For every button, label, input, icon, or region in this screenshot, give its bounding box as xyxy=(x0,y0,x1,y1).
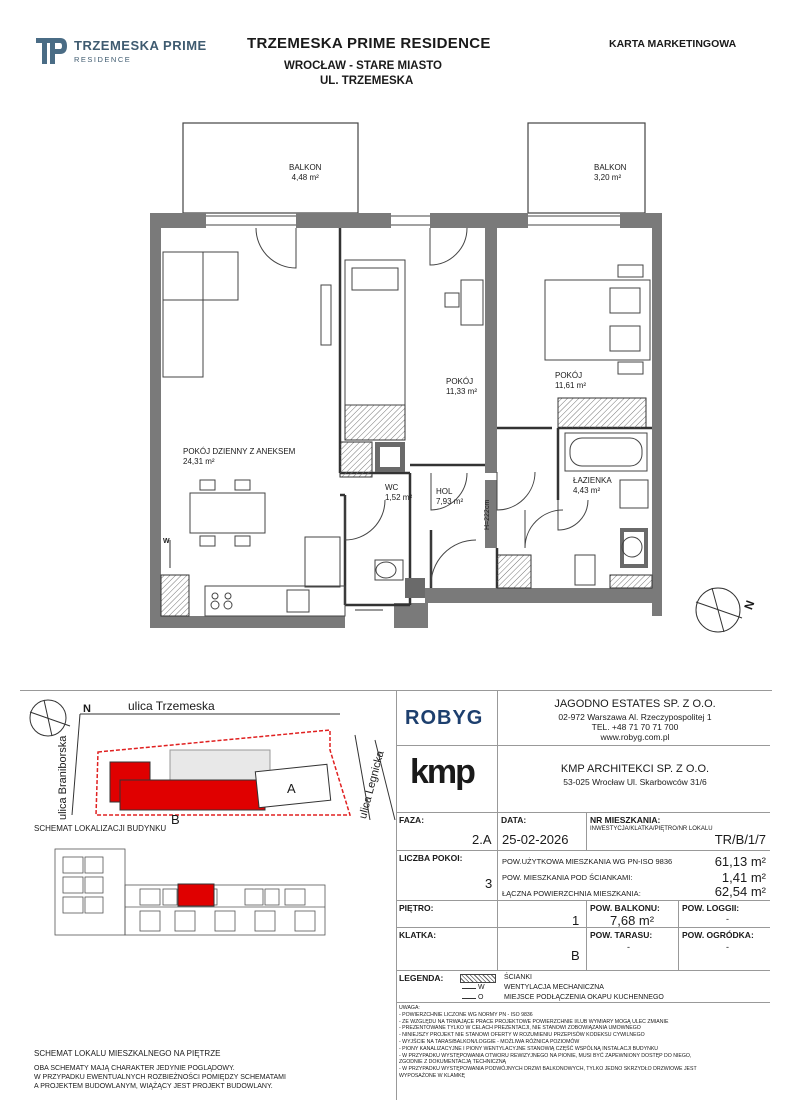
architect-info: KMP ARCHITEKCI SP. Z O.O. 53-025 Wrocław Ul. Skarbowców 31/6 xyxy=(560,763,710,787)
area-row-1-value: 61,13 m² xyxy=(714,854,766,869)
legend-item-vent: WENTYLACJA MECHANICZNA xyxy=(504,984,604,991)
legend-item-hood: MIEJSCE PODŁĄCZENIA OKAPU KUCHENNEGO xyxy=(504,994,664,1001)
legend-sym-hood: O xyxy=(478,994,484,1001)
site-disclaimer: OBA SCHEMATY MAJĄ CHARAKTER JEDYNIE POGLĄDOWY. W PRZYPADKU EWENTUALNYCH ROZBIEŻNOŚCI POMIĘDZY SCHEMATAMI A PROJEKTEM BUDOWLANYM, WIĄŻĄCY JEST PROJEKT BUDOWLANY. xyxy=(34,1065,286,1090)
street-right: ulica Legnicka xyxy=(357,749,387,821)
floor-schema xyxy=(45,847,335,937)
room-living: POKÓJ DZIENNY Z ANEKSEM 24,31 m² xyxy=(183,447,296,466)
investor-logo: ROBYG xyxy=(405,707,484,729)
nr-sublabel: INWESTYCJA/KLATKA/PIĘTRO/NR LOKALU xyxy=(590,826,713,832)
height-note: H=222cm xyxy=(484,499,491,530)
klatka-label: KLATKA: xyxy=(399,930,437,940)
terrace-value: - xyxy=(627,942,630,952)
floor-plan xyxy=(0,100,792,660)
site-north: N xyxy=(83,703,91,715)
street-left: ulica Braniborska xyxy=(57,735,69,820)
brand-name: TRZEMESKA PRIME xyxy=(74,38,207,53)
faza-label: FAZA: xyxy=(399,815,425,825)
klatka-value: B xyxy=(571,948,580,963)
page-title: TRZEMESKA PRIME RESIDENCE xyxy=(247,35,491,52)
legend-title: LEGENDA: xyxy=(399,973,444,983)
brand-logo xyxy=(34,34,214,68)
data-value: 25-02-2026 xyxy=(502,832,569,847)
garden-label: POW. OGRÓDKA: xyxy=(682,930,754,940)
vent-label: W xyxy=(163,538,170,545)
architect-logo: kmp xyxy=(410,753,474,791)
faza-value: 2.A xyxy=(472,832,492,847)
caption-location: SCHEMAT LOKALIZACJI BUDYNKU xyxy=(34,824,167,833)
floor-value: 1 xyxy=(572,913,580,928)
data-label: DATA: xyxy=(501,815,527,825)
street-line: UL. TRZEMESKA xyxy=(320,75,414,87)
nr-label: NR MIESZKANIA: xyxy=(590,815,661,825)
balcony-right xyxy=(528,123,645,213)
garden-value: - xyxy=(726,942,729,952)
building-a-label: A xyxy=(287,781,296,796)
room-bedroom-2: POKÓJ 11,61 m² xyxy=(555,371,586,390)
loggia-label: POW. LOGGII: xyxy=(682,903,740,913)
location-line: WROCŁAW - STARE MIASTO xyxy=(284,60,443,72)
card-type: KARTA MARKETINGOWA xyxy=(609,38,737,50)
floor-label: PIĘTRO: xyxy=(399,903,434,913)
area-row-1-label: POW.UŻYTKOWA MIESZKANIA WG PN-ISO 9836 xyxy=(502,857,673,866)
building-b-label: B xyxy=(171,812,180,827)
loggia-value: - xyxy=(726,914,729,924)
compass-plan xyxy=(696,588,742,632)
terrace-label: POW. TARASU: xyxy=(590,930,653,940)
investor-info: JAGODNO ESTATES SP. Z O.O. 02-972 Warszawa Al. Rzeczypospolitej 1 TEL. +48 71 70 71 700 www.robyg.com.pl xyxy=(554,698,716,742)
room-bathroom: ŁAZIENKA 4,43 m² xyxy=(573,476,612,495)
brand-subname: RESIDENCE xyxy=(74,55,132,64)
brand-logo-icon xyxy=(34,34,68,66)
balcony-value: 7,68 m² xyxy=(610,913,655,928)
balcony-left-label: BALKON 4,48 m² xyxy=(289,163,322,182)
room-wc: WC 1,52 m² xyxy=(385,483,413,502)
room-bedroom-1: POKÓJ 11,33 m² xyxy=(446,377,477,396)
legend-hatch-swatch xyxy=(460,974,496,983)
notes: UWAGA: - POWIERZCHNIE LICZONE WG NORMY PN - ISO 9836 - ZE WZGLĘDU NA TRWAJĄCE PRACE PROJEKTOWE POWIERZCHNIE I/LUB WYMIARY MOGĄ ULEC ZMIANIE - PREZENTOWANE TYLKO W CELACH PREZENTACJI, NIE STANOWI ZOBOWIĄZANIA UMOWNEGO - NINIEJSZY PROJEKT NIE STANOWI OFERTY W ROZUMIENIU PRZEPISÓW KODEKSU CYWILNEGO - WYJŚCIE NA TARAS/BALKON/LOGGIE - MOŻLIWA RÓŻNICA POZIOMÓW - PIONY KANALIZACYJNE I PIONY WENTYLACYJNE STANOWIĄ CZĘŚĆ WSPÓLNĄ INSTALACJI BUDYNKU - W PRZYPADKU WYSTĘPOWANIA OTWORU REWIZYJNEGO NA PIONIE, MUSI BYĆ ZAPEWNIONY DOSTĘP DO NIEGO, ZGODNIE Z DOKUMENTACJĄ TECHNICZNĄ - W PRZYPADKU WYSTĘPOWANIA PODWÓJNYCH DRZWI BALKONOWYCH, TYLKO JEDNO SKRZYDŁO DRZWIOWE JEST WYPOSAŻONE W KLAMKĘ xyxy=(399,1005,697,1079)
area-row-3-value: 62,54 m² xyxy=(714,884,766,899)
info-grid xyxy=(396,812,770,1002)
street-top: ulica Trzemeska xyxy=(128,699,215,713)
rooms-value: 3 xyxy=(485,876,493,891)
north-label: N xyxy=(741,598,758,612)
balcony-label: POW. BALKONU: xyxy=(590,903,660,913)
nr-value: TR/B/1/7 xyxy=(714,832,766,847)
legend-item-walls: ŚCIANKI xyxy=(504,974,533,981)
area-row-2-label: POW. MIESZKANIA POD ŚCIANKAMI: xyxy=(502,873,633,882)
legend-sym-vent: W xyxy=(478,984,485,991)
area-row-3-label: ŁĄCZNA POWIERZCHNIA MIESZKANIA: xyxy=(502,889,641,898)
caption-floor: SCHEMAT LOKALU MIESZKALNEGO NA PIĘTRZE xyxy=(34,1049,221,1058)
area-row-2-value: 1,41 m² xyxy=(721,870,766,885)
balcony-right-label: BALKON 3,20 m² xyxy=(594,163,627,182)
rooms-label: LICZBA POKOI: xyxy=(399,853,463,863)
room-hall: HOL 7,93 m² xyxy=(436,487,464,506)
balcony-left xyxy=(183,123,358,213)
